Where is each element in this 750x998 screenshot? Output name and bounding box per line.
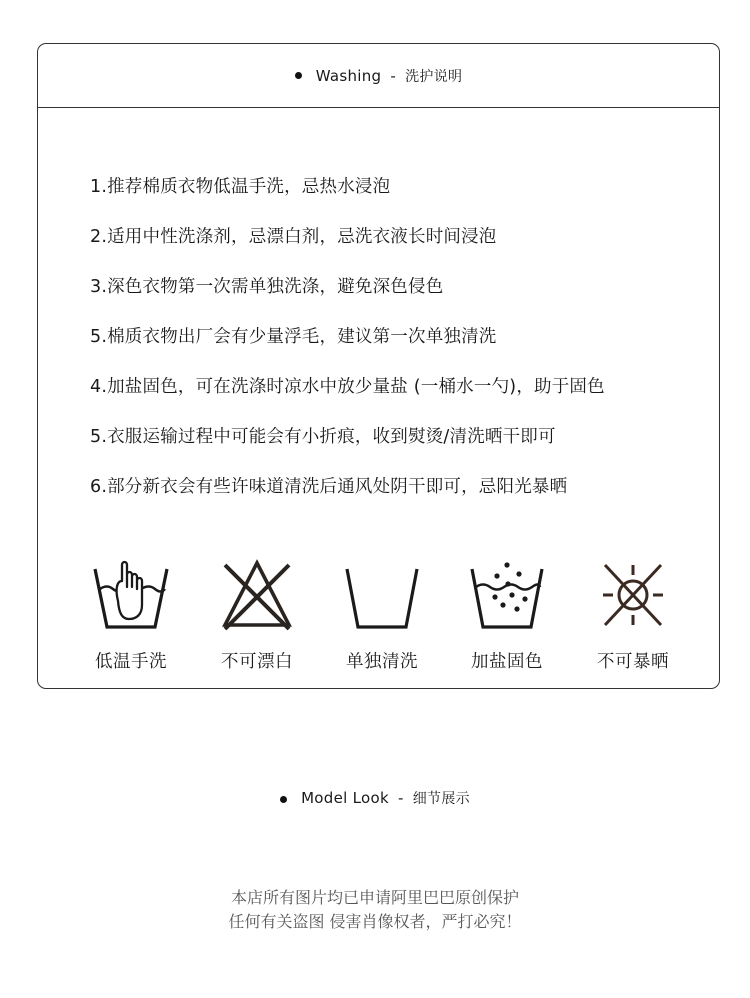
care-symbol-label: 低温手洗 bbox=[95, 652, 167, 672]
care-symbol-salt-tub bbox=[452, 559, 562, 673]
notice-line: 本店所有图片均已申请阿里巴巴原创保护 bbox=[230, 888, 519, 907]
copyright-notice bbox=[0, 886, 750, 934]
bullet-dot bbox=[280, 796, 287, 803]
washing-title-cn: 洗护说明 bbox=[405, 68, 463, 85]
care-symbol-no-sun-dry bbox=[578, 559, 688, 673]
care-symbol-label: 不可暴晒 bbox=[597, 652, 669, 672]
title-separator: - bbox=[398, 789, 404, 807]
instruction-item: 4.加盐固色，可在洗涤时凉水中放少量盐 (一桶水一勺)，助于固色 bbox=[90, 377, 605, 397]
care-symbol-label: 不可漂白 bbox=[221, 652, 293, 672]
care-symbol-label: 加盐固色 bbox=[471, 652, 543, 672]
care-symbol-wash-tub bbox=[327, 559, 437, 673]
instruction-item: 2.适用中性洗涤剂，忌漂白剂，忌洗衣液长时间浸泡 bbox=[90, 227, 497, 247]
washing-card bbox=[37, 43, 720, 689]
no-bleach-icon bbox=[217, 559, 297, 631]
hand-wash-icon bbox=[91, 559, 171, 631]
no-sun-dry-icon bbox=[593, 559, 673, 631]
instruction-item: 5.棉质衣物出厂会有少量浮毛，建议第一次单独清洗 bbox=[90, 327, 497, 347]
instruction-item: 5.衣服运输过程中可能会有小折痕，收到熨烫/清洗晒干即可 bbox=[90, 427, 556, 447]
notice-line: 任何有关盗图 侵害肖像权者，严打必究！ bbox=[228, 912, 522, 931]
model-look-title-cn: 细节展示 bbox=[412, 791, 470, 807]
instruction-item: 6.部分新衣会有些许味道清洗后通风处阴干即可，忌阳光暴晒 bbox=[90, 477, 568, 497]
instruction-item: 1.推荐棉质衣物低温手洗，忌热水浸泡 bbox=[90, 177, 391, 197]
salt-tub-icon bbox=[467, 559, 547, 631]
title-separator: - bbox=[390, 66, 397, 85]
washing-header bbox=[38, 44, 719, 108]
bullet-dot bbox=[295, 72, 302, 79]
care-symbol-hand-wash bbox=[76, 559, 186, 673]
washing-title-en: Washing bbox=[315, 66, 382, 85]
care-symbol-label: 单独清洗 bbox=[346, 652, 418, 672]
model-look-title-en: Model Look bbox=[301, 789, 390, 807]
instruction-item: 3.深色衣物第一次需单独洗涤，避免深色侵色 bbox=[90, 277, 444, 297]
wash-tub-icon bbox=[342, 559, 422, 631]
care-symbol-no-bleach bbox=[202, 559, 312, 673]
care-instructions-list bbox=[90, 174, 605, 524]
model-look-title bbox=[0, 788, 750, 808]
